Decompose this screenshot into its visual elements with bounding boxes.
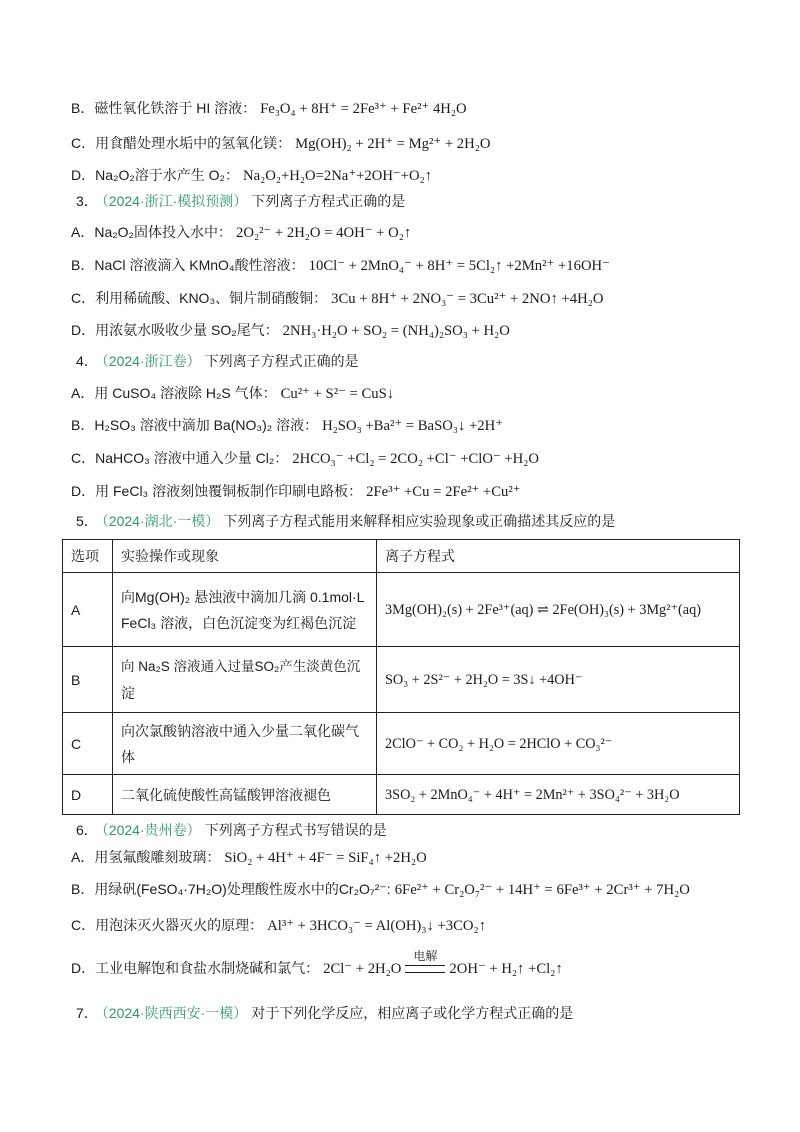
q5-header <box>76 511 615 531</box>
q3-header <box>76 191 405 211</box>
option-label: A．用 CuSO₄ 溶液除 H₂S 气体： <box>71 385 277 401</box>
description-line: 淀 <box>121 684 135 701</box>
electrolysis-equals-sign <box>405 949 445 973</box>
description-line: 向次氯酸钠溶液中通入少量二氧化碳气 <box>121 722 359 739</box>
table-row <box>63 775 740 815</box>
question-number: 3． <box>76 193 98 209</box>
question-number: 6． <box>76 822 98 838</box>
row-option: A <box>63 573 113 647</box>
q4-option-b <box>71 415 503 435</box>
row-equation: 3SO₂ + 2MnO₄⁻ + 4H⁺ = 2Mn²⁺ + 3SO₄²⁻ + 3H₂O <box>385 787 680 803</box>
option-label: D．用浓氨水吸收少量 SO₂尾气： <box>71 322 279 338</box>
row-equation-cell <box>377 647 740 713</box>
table-row <box>63 647 740 713</box>
row-equation: 2ClO⁻ + CO₂ + H₂O = 2HClO + CO₃²⁻ <box>385 736 613 752</box>
row-description <box>113 573 377 647</box>
row-equation-cell <box>377 713 740 775</box>
q7-header <box>76 1003 573 1023</box>
option-label: B．NaCl 溶液滴入 KMnO₄酸性溶液： <box>71 257 305 273</box>
q6-option-b <box>71 879 690 899</box>
option-label: C．NaHCO₃ 溶液中通入少量 Cl₂： <box>71 450 289 466</box>
table-row <box>63 713 740 775</box>
option-label: B．磁性氧化铁溶于 HI 溶液： <box>71 100 257 116</box>
row-description <box>113 775 377 815</box>
equation-reactants: 2Cl⁻ + 2H₂O <box>323 961 402 977</box>
option-equation: 2O₂²⁻ + 2H₂O = 4OH⁻ + O₂↑ <box>236 225 412 241</box>
question-source: （2024·浙江卷） <box>101 353 201 369</box>
q3-option-c <box>71 288 603 308</box>
row-equation: SO₃ + 2S²⁻ + 2H₂O = 3S↓ +4OH⁻ <box>385 672 583 688</box>
q6-option-c <box>71 915 486 935</box>
option-label: B．H₂SO₃ 溶液中滴加 Ba(NO₃)₂ 溶液： <box>71 417 319 433</box>
q3-option-d <box>71 320 510 340</box>
table-header-row <box>63 540 740 573</box>
option-equation: 2NH₃·H₂O + SO₂ = (NH₄)₂SO₃ + H₂O <box>282 323 510 339</box>
header-equation: 离子方程式 <box>377 540 740 573</box>
q2-option-c <box>71 133 490 153</box>
option-label: D．Na₂O₂溶于水产生 O₂： <box>71 167 239 183</box>
q4-option-a <box>71 383 394 403</box>
option-equation: 2Fe³⁺ +Cu = 2Fe²⁺ +Cu²⁺ <box>366 484 521 500</box>
option-label: D．工业电解饱和食盐水制烧碱和氯气： <box>71 960 320 976</box>
option-equation: 3Cu + 8H⁺ + 2NO₃⁻ = 3Cu²⁺ + 2NO↑ +4H₂O <box>331 291 604 307</box>
row-description <box>113 713 377 775</box>
question-number: 5． <box>76 513 98 529</box>
q6-header <box>76 820 387 840</box>
row-description <box>113 647 377 713</box>
description-line: 二氧化硫使酸性高锰酸钾溶液褪色 <box>121 786 331 803</box>
row-equation-cell <box>377 775 740 815</box>
row-equation-cell <box>377 573 740 647</box>
description-line: 向 Na₂S 溶液通入过量SO₂产生淡黄色沉 <box>121 658 361 674</box>
row-equation: 3Mg(OH)₂(s) + 2Fe³⁺(aq) ⇌ 2Fe(OH)₃(s) + 3Mg²⁺(aq) <box>385 602 701 618</box>
question-stem: 下列离子方程式书写错误的是 <box>204 822 387 838</box>
equation-products: 2OH⁻ + H₂↑ +Cl₂↑ <box>449 961 563 977</box>
description-line: FeCl₃ 溶液，白色沉淀变为红褐色沉淀 <box>121 614 357 631</box>
header-option: 选项 <box>63 540 113 573</box>
question-stem: 下列离子方程式正确的是 <box>204 353 359 369</box>
option-equation: Mg(OH)₂ + 2H⁺ = Mg²⁺ + 2H₂O <box>295 136 491 152</box>
q3-option-a <box>71 222 411 242</box>
option-label: A．Na₂O₂固体投入水中： <box>71 224 232 240</box>
q2-option-d <box>71 165 432 185</box>
option-equation: Al³⁺ + 3HCO₃⁻ = Al(OH)₃↓ +3CO₂↑ <box>267 918 486 934</box>
option-label: B．用绿矾(FeSO₄·7H₂O)处理酸性废水中的Cr₂O₇²⁻: <box>71 881 391 897</box>
option-equation: 6Fe²⁺ + Cr₂O₇²⁻ + 14H⁺ = 6Fe³⁺ + 2Cr³⁺ + 7H₂O <box>394 882 690 898</box>
question-source: （2024·浙江·模拟预测） <box>101 193 248 209</box>
table-row <box>63 573 740 647</box>
option-label: C．用食醋处理水垢中的氢氧化镁： <box>71 135 292 151</box>
question-number: 4． <box>76 353 98 369</box>
question-number: 7． <box>76 1005 98 1021</box>
question-stem: 对于下列化学反应，相应离子或化学方程式正确的是 <box>251 1005 574 1021</box>
q4-option-c <box>71 448 539 468</box>
option-equation: 10Cl⁻ + 2MnO₄⁻ + 8H⁺ = 5Cl₂↑ +2Mn²⁺ +16OH⁻ <box>308 258 610 274</box>
q2-option-b <box>71 98 467 118</box>
header-description: 实验操作或现象 <box>113 540 377 573</box>
description-line: 体 <box>121 748 135 765</box>
option-label: D．用 FeCl₃ 溶液刻蚀覆铜板制作印刷电路板： <box>71 483 363 499</box>
row-option: D <box>63 775 113 815</box>
description-line: 向Mg(OH)₂ 悬浊液中滴加几滴 0.1mol·L <box>121 588 365 605</box>
experiment-table <box>62 539 740 815</box>
q4-header <box>76 351 359 371</box>
row-option: C <box>63 713 113 775</box>
q3-option-b <box>71 255 610 275</box>
question-source: （2024·贵州卷） <box>101 822 201 838</box>
option-equation: 2HCO₃⁻ +Cl₂ = 2CO₂ +Cl⁻ +ClO⁻ +H₂O <box>292 451 540 467</box>
option-equation: H₂SO₃ +Ba²⁺ = BaSO₃↓ +2H⁺ <box>322 418 503 434</box>
q4-option-d <box>71 481 521 501</box>
option-equation: Cu²⁺ + S²⁻ = CuS↓ <box>280 386 395 402</box>
q6-option-a <box>71 847 427 867</box>
option-label: C．用泡沫灭火器灭火的原理： <box>71 917 264 933</box>
question-source: （2024·陕西西安·一模） <box>101 1005 248 1021</box>
question-stem: 下列离子方程式正确的是 <box>251 193 406 209</box>
option-label: A．用氢氟酸雕刻玻璃： <box>71 849 221 865</box>
row-option: B <box>63 647 113 713</box>
question-source: （2024·湖北·一模） <box>101 513 220 529</box>
option-label: C．利用稀硫酸、KNO₃、铜片制硝酸铜： <box>71 290 328 306</box>
reaction-condition: 电解 <box>413 949 438 964</box>
option-equation: SiO₂ + 4H⁺ + 4F⁻ = SiF₄↑ +2H₂O <box>224 850 427 866</box>
option-equation: Fe₃O₄ + 8H⁺ = 2Fe³⁺ + Fe²⁺ 4H₂O <box>260 101 467 117</box>
option-equation: Na₂O₂+H₂O=2Na⁺+2OH⁻+O₂↑ <box>242 168 433 184</box>
question-stem: 下列离子方程式能用来解释相应实验现象或正确描述其反应的是 <box>223 513 616 529</box>
q6-option-d <box>71 949 563 978</box>
